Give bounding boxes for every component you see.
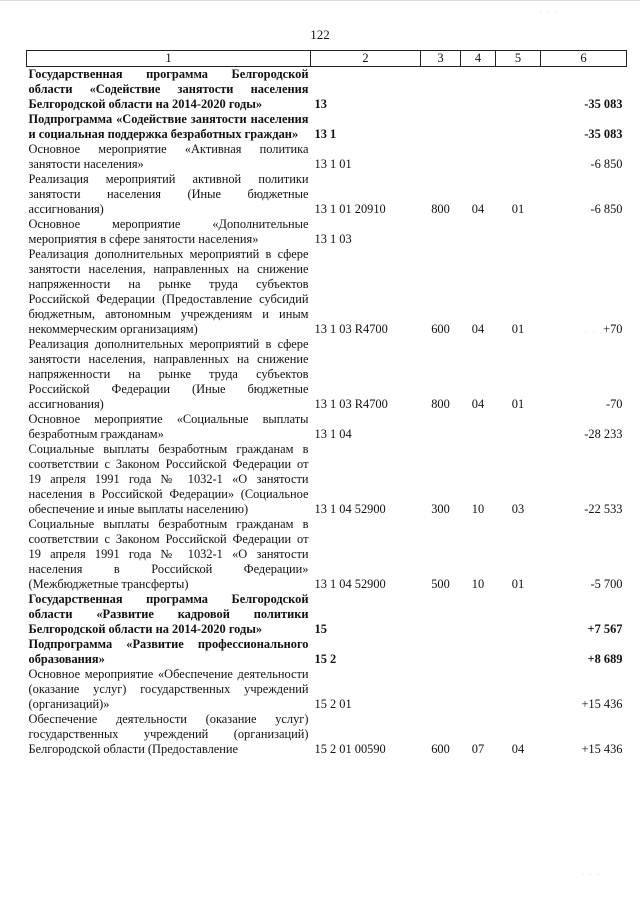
- column-header-2: 2: [311, 51, 421, 67]
- row-section: 07: [471, 742, 485, 756]
- row-amount: -6 850: [590, 157, 623, 171]
- column-header-4: 4: [461, 51, 496, 67]
- row-subsection: 01: [511, 397, 525, 411]
- row-name: Государственная программа Белгородской области «Развитие кадровой политики Белгородской области на 2014-2020 годы»: [28, 592, 309, 636]
- row-name: Реализация дополнительных мероприятий в сфере занятости населения, направленных на снижение напряженности на рынке труда субъектов Российской Федерации (Иные бюджетные ассигнования): [28, 337, 309, 411]
- row-subsection: 03: [511, 502, 525, 516]
- row-amount: -70: [605, 397, 623, 411]
- row-code: 13 1 04 52900: [314, 502, 386, 516]
- scan-speckle: · · ·: [585, 330, 604, 336]
- row-expense-type: 300: [431, 502, 450, 516]
- row-subsection: [496, 67, 541, 113]
- row-expense-type: 600: [431, 322, 450, 336]
- row-code: 15 2 01 00590: [314, 742, 386, 756]
- row-amount: +15 436: [581, 742, 623, 756]
- row-section: [461, 592, 496, 637]
- row-expense-type: [421, 217, 461, 247]
- row-name: Социальные выплаты безработным гражданам в соответствии с Законом Российской Федерации от 19 апреля 1991 года № 1032-1 «О занятости населения в Российской Федерации» (Социальное обеспечение и иные выплаты населению): [28, 442, 309, 516]
- row-expense-type: [421, 142, 461, 172]
- row-code: 13 1 04 52900: [314, 577, 386, 591]
- row-section: 04: [471, 202, 485, 216]
- row-amount: -22 533: [584, 502, 623, 516]
- row-code: 15 2 01: [314, 697, 352, 711]
- row-amount: -5 700: [590, 577, 623, 591]
- table-row: [27, 712, 627, 757]
- row-name: Основное мероприятие «Активная политика занятости населения»: [28, 142, 309, 171]
- table-row: [27, 217, 627, 247]
- row-code: 13 1 01 20910: [314, 202, 386, 216]
- row-expense-type: [421, 667, 461, 712]
- row-amount: +7 567: [587, 622, 623, 636]
- row-name: Государственная программа Белгородской области «Содействие занятости населения Белгородской области на 2014-2020 годы»: [28, 67, 309, 111]
- row-subsection: 01: [511, 202, 525, 216]
- row-name: Обеспечение деятельности (оказание услуг) государственных учреждений (организаций) Белгородской области (Предоставление: [28, 712, 309, 756]
- row-code: 13 1 03: [314, 232, 352, 246]
- row-section: [461, 112, 496, 142]
- table-row: [27, 592, 627, 637]
- row-subsection: 04: [511, 742, 525, 756]
- table-row: [27, 442, 627, 517]
- row-amount: +8 689: [587, 652, 623, 666]
- row-subsection: 01: [511, 577, 525, 591]
- row-subsection: [496, 112, 541, 142]
- row-code: 13 1 03 R4700: [314, 397, 388, 411]
- row-code: 13 1 04: [314, 427, 352, 441]
- row-expense-type: 800: [431, 397, 450, 411]
- row-section: 04: [471, 322, 485, 336]
- row-section: 10: [471, 577, 485, 591]
- row-section: 10: [471, 502, 485, 516]
- row-subsection: [496, 217, 541, 247]
- table-row: [27, 142, 627, 172]
- row-name: Реализация мероприятий активной политики занятости населения (Иные бюджетные ассигнования): [28, 172, 309, 216]
- row-amount: [541, 217, 627, 247]
- row-expense-type: [421, 637, 461, 667]
- row-name: Социальные выплаты безработным гражданам в соответствии с Законом Российской Федерации от 19 апреля 1991 года № 1032-1 «О занятости населения в Российской Федерации» (Межбюджетные трансферты): [28, 517, 309, 591]
- header-row: [27, 51, 627, 67]
- row-expense-type: [421, 412, 461, 442]
- table-row: [27, 517, 627, 592]
- row-section: [461, 412, 496, 442]
- row-name: Подпрограмма «Содействие занятости населения и социальная поддержка безработных граждан»: [28, 112, 309, 141]
- column-header-3: 3: [421, 51, 461, 67]
- row-expense-type: 800: [431, 202, 450, 216]
- row-subsection: [496, 637, 541, 667]
- column-header-5: 5: [496, 51, 541, 67]
- row-section: [461, 667, 496, 712]
- row-expense-type: [421, 592, 461, 637]
- row-amount: -28 233: [584, 427, 623, 441]
- row-name: Основное мероприятие «Обеспечение деятельности (оказание услуг) государственных учреждений (организаций)»: [28, 667, 309, 711]
- row-code: 15: [314, 622, 327, 636]
- scan-edge: [0, 0, 640, 1]
- table-row: [27, 172, 627, 217]
- row-subsection: [496, 667, 541, 712]
- table-row: [27, 67, 627, 113]
- budget-table: [26, 50, 627, 757]
- row-code: 13 1: [314, 127, 337, 141]
- column-header-1: 1: [27, 51, 311, 67]
- column-header-6: 6: [541, 51, 627, 67]
- row-section: [461, 142, 496, 172]
- row-subsection: 01: [511, 322, 525, 336]
- row-amount: +15 436: [581, 697, 623, 711]
- row-amount: -35 083: [584, 97, 623, 111]
- row-section: [461, 217, 496, 247]
- row-code: 15 2: [314, 652, 337, 666]
- scan-speckle: · · ·: [540, 10, 559, 16]
- scan-speckle: · · ·: [582, 872, 601, 878]
- row-code: 13: [314, 97, 327, 111]
- row-expense-type: [421, 112, 461, 142]
- row-section: [461, 637, 496, 667]
- row-expense-type: [421, 67, 461, 113]
- row-expense-type: 600: [431, 742, 450, 756]
- row-name: Реализация дополнительных мероприятий в сфере занятости населения, направленных на снижение напряженности на рынке труда субъектов Российской Федерации (Предоставление субсидий бюджетным, автономным учреждениям и иным некоммерческим организациям): [28, 247, 309, 336]
- row-subsection: [496, 592, 541, 637]
- row-code: 13 1 03 R4700: [314, 322, 388, 336]
- row-name: Основное мероприятие «Дополнительные мероприятия в сфере занятости населения»: [28, 217, 309, 246]
- row-name: Подпрограмма «Развитие профессионального образования»: [28, 637, 309, 666]
- table-row: [27, 337, 627, 412]
- table-row: [27, 247, 627, 337]
- row-amount: -35 083: [584, 127, 623, 141]
- table-row: [27, 667, 627, 712]
- table-row: [27, 637, 627, 667]
- row-subsection: [496, 142, 541, 172]
- row-section: [461, 67, 496, 113]
- page-number: 122: [310, 27, 330, 42]
- row-amount: +70: [603, 322, 623, 336]
- row-name: Основное мероприятие «Социальные выплаты безработным гражданам»: [28, 412, 309, 441]
- table-row: [27, 412, 627, 442]
- row-section: 04: [471, 397, 485, 411]
- row-subsection: [496, 412, 541, 442]
- row-code: 13 1 01: [314, 157, 352, 171]
- row-expense-type: 500: [431, 577, 450, 591]
- table-row: [27, 112, 627, 142]
- row-amount: -6 850: [590, 202, 623, 216]
